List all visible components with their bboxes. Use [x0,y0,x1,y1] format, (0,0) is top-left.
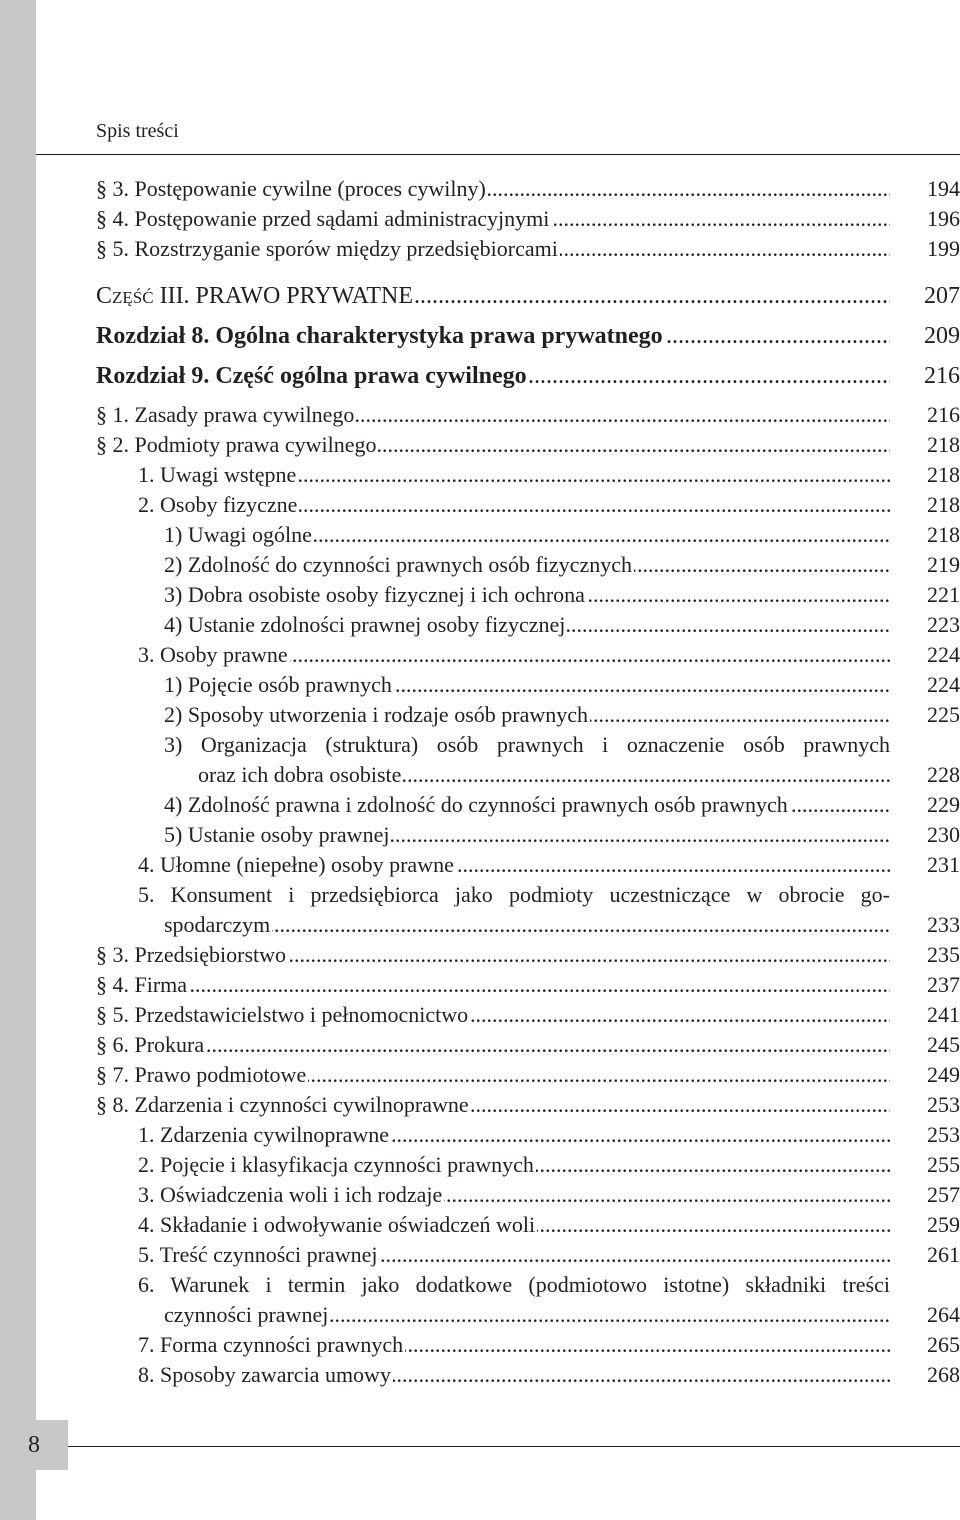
toc-entry [96,430,960,460]
toc-page-number: 216 [927,402,960,427]
toc-page-number: 218 [927,432,960,457]
toc-page-number: 230 [927,822,960,847]
toc-title: 2) Sposoby utworzenia i rodzaje osób prawnych [164,702,589,727]
toc-entry [96,880,960,940]
toc-page-number: 253 [927,1122,960,1147]
toc-entry [96,1180,960,1210]
toc-entry [96,1030,960,1060]
toc-title: Część III. PRAWO PRYWATNE [96,283,413,309]
toc-entry [96,460,960,490]
toc-page-number: 249 [927,1062,960,1087]
toc-title: 3. Osoby prawne [138,642,288,667]
toc-entry [96,850,960,880]
toc-page-number: 253 [927,1092,960,1117]
toc-entry [96,820,960,850]
toc-title: § 8. Zdarzenia i czynności cywilnoprawne [96,1092,469,1117]
toc-page-number: 231 [927,852,960,877]
page-number: 8 [0,1420,68,1470]
toc-page-number: 255 [927,1152,960,1177]
toc-entry [96,700,960,730]
toc-page-number: 218 [927,522,960,547]
toc-page-number: 209 [924,323,960,349]
toc-entry [96,1000,960,1030]
toc-page-number: 229 [927,792,960,817]
page-edge-bar [0,0,36,1520]
toc-page-number: 261 [927,1242,960,1267]
toc-title: 2. Pojęcie i klasyfikacja czynności prawnych [138,1152,534,1177]
toc-title: Rozdział 9. Część ogólna prawa cywilnego [96,363,527,389]
toc-entry [96,610,960,640]
toc-title: § 3. Postępowanie cywilne (proces cywilny) [96,176,486,201]
toc-page-number: 259 [927,1212,960,1237]
toc-entry [96,520,960,550]
toc-title: 5. Treść czynności prawnej [138,1242,378,1267]
toc-entry [96,1090,960,1120]
toc-entry [96,400,960,430]
toc-title: § 7. Prawo podmiotowe [96,1062,307,1087]
toc-title: 4) Zdolność prawna i zdolność do czynności prawnych osób prawnych [164,792,788,817]
toc-title: 7. Forma czynności prawnych [138,1332,404,1357]
toc-page-number: 265 [927,1332,960,1357]
toc-title: 1. Zdarzenia cywilnoprawne [138,1122,390,1147]
toc-title: § 5. Przedstawicielstwo i pełnomocnictwo [96,1002,469,1027]
toc-entry [96,550,960,580]
toc-entry [96,174,960,204]
toc-page-number: 233 [927,912,960,937]
toc-page-number: 218 [927,462,960,487]
toc-title: Rozdział 8. Ogólna charakterystyka prawa prywatnego [96,323,663,349]
toc-entry [96,730,960,790]
toc-page-number: 194 [927,176,960,201]
toc-title: 2) Zdolność do czynności prawnych osób fizycznych [164,552,632,577]
toc-title: 1) Uwagi ogólne [164,522,312,547]
toc-page-number: 218 [927,492,960,517]
toc-entry [96,1150,960,1180]
toc-title-continuation: spodarczym [164,912,271,937]
toc-entry [96,940,960,970]
toc-page-number: 241 [927,1002,960,1027]
toc-entry [96,970,960,1000]
toc-entry [96,1210,960,1240]
toc-entry [96,1120,960,1150]
toc-title: 4. Ułomne (niepełne) osoby prawne [138,852,454,877]
toc-entry [96,234,960,264]
toc-title: 4) Ustanie zdolności prawnej osoby fizycznej [164,612,566,637]
toc-title: 3. Oświadczenia woli i ich rodzaje [138,1182,443,1207]
toc-entry [96,356,960,396]
toc-title: 5) Ustanie osoby prawnej [164,822,390,847]
toc-entry [96,276,960,316]
toc-page-number: 257 [927,1182,960,1207]
toc-page-number: 237 [927,972,960,997]
toc-title: 3) Organizacja (struktura) osób prawnych i oznaczenie osób prawnych [164,732,890,757]
toc-title: § 4. Firma [96,972,188,997]
toc-entry [96,316,960,356]
toc-title: § 3. Przedsiębiorstwo [96,942,287,967]
toc-entry [96,490,960,520]
toc-entry [96,1360,960,1390]
toc-page-number: 223 [927,612,960,637]
toc-title: 5. Konsument i przedsiębiorca jako podmioty uczestniczące w obrocie go- [138,882,890,907]
toc-entry [96,790,960,820]
toc-title: § 5. Rozstrzyganie sporów między przedsiębiorcami [96,236,558,261]
toc-page-number: 264 [927,1302,960,1327]
toc-title: § 4. Postępowanie przed sądami administracyjnymi [96,206,550,231]
toc-page-number: 235 [927,942,960,967]
toc-title: 8. Sposoby zawarcia umowy [138,1362,391,1387]
toc-page-number: 225 [927,702,960,727]
toc-page-number: 207 [924,283,960,309]
toc-entry [96,1240,960,1270]
toc-entry [96,670,960,700]
toc-title: 6. Warunek i termin jako dodatkowe (podmiotowo istotne) składniki treści [138,1272,890,1297]
toc-entry [96,1270,960,1330]
toc-title: 4. Składanie i odwoływanie oświadczeń woli [138,1212,536,1237]
footer-rule [68,1446,960,1447]
toc-page-number: 224 [927,672,960,697]
toc-title: 2. Osoby fizyczne [138,492,298,517]
toc-title: § 6. Prokura [96,1032,205,1057]
table-of-contents [96,174,960,1390]
toc-page-number: 245 [927,1032,960,1057]
header-rule [36,154,960,155]
toc-title-continuation: oraz ich dobra osobiste [198,762,402,787]
toc-page-number: 216 [924,363,960,389]
toc-page-number: 219 [927,552,960,577]
toc-title: 1. Uwagi wstępne [138,462,297,487]
running-header: Spis treści [96,120,179,142]
toc-page-number: 196 [927,206,960,231]
toc-page-number: 224 [927,642,960,667]
toc-entry [96,1330,960,1360]
toc-title-continuation: czynności prawnej [164,1302,329,1327]
toc-page-number: 221 [927,582,960,607]
toc-title: § 2. Podmioty prawa cywilnego [96,432,377,457]
toc-page-number: 199 [927,236,960,261]
toc-entry [96,580,960,610]
toc-title: 3) Dobra osobiste osoby fizycznej i ich ochrona [164,582,585,607]
toc-entry [96,640,960,670]
toc-entry [96,204,960,234]
toc-title: § 1. Zasady prawa cywilnego [96,402,355,427]
toc-entry [96,1060,960,1090]
toc-page-number: 268 [927,1362,960,1387]
toc-title: 1) Pojęcie osób prawnych [164,672,392,697]
toc-page-number: 228 [927,762,960,787]
